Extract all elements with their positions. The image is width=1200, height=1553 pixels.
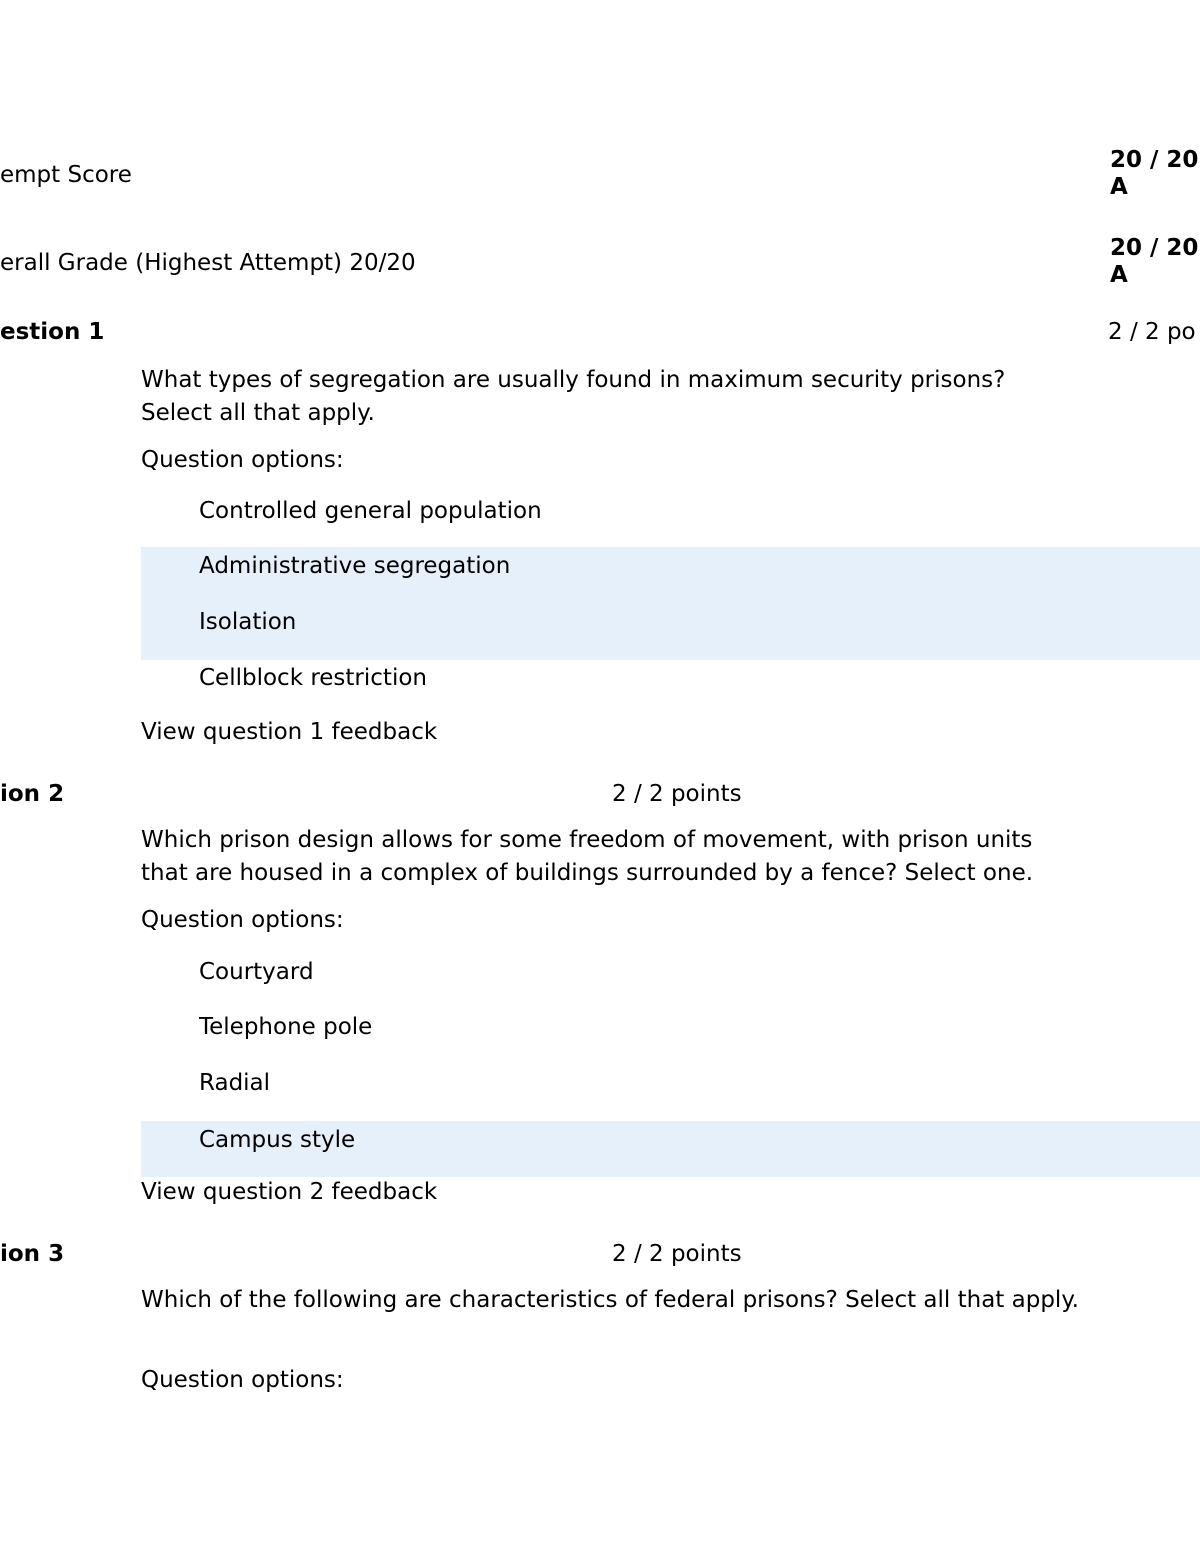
question-3-title: ion 3: [0, 1241, 65, 1267]
question-3-options-label: Question options:: [141, 1367, 344, 1393]
overall-grade-letter: A: [1110, 262, 1128, 289]
question-2-option-4: Campus style: [199, 1127, 356, 1153]
question-2-points: 2 / 2 points: [612, 781, 742, 807]
question-1-points: 2 / 2 po: [1108, 319, 1196, 345]
question-3-text: Which of the following are characteristics of federal prisons? Select all that apply.: [141, 1287, 1079, 1313]
overall-grade-value: [1110, 235, 1198, 289]
question-2-option-2: Telephone pole: [199, 1014, 373, 1040]
question-1-text: What types of segregation are usually found in maximum security prisons? Select all that apply.: [141, 367, 1006, 426]
overall-grade-points: 20 / 20: [1110, 235, 1199, 261]
question-2-title: ion 2: [0, 781, 65, 807]
question-2-option-3: Radial: [199, 1070, 271, 1096]
question-1-option-3: Isolation: [199, 609, 297, 635]
question-1-option-4: Cellblock restriction: [199, 665, 427, 691]
question-2-options-label: Question options:: [141, 907, 344, 933]
attempt-score-label: empt Score: [0, 162, 132, 188]
question-1-option-1: Controlled general population: [199, 498, 542, 524]
question-3-points: 2 / 2 points: [612, 1241, 742, 1267]
attempt-score-value: [1110, 147, 1198, 201]
question-2-option-1: Courtyard: [199, 959, 314, 985]
question-1-options-label: Question options:: [141, 447, 344, 473]
question-1-option-2: Administrative segregation: [199, 553, 511, 579]
question-1-title: estion 1: [0, 319, 105, 345]
question-1-feedback-link[interactable]: View question 1 feedback: [141, 719, 438, 745]
attempt-score-grade: A: [1110, 174, 1128, 201]
question-2-text: Which prison design allows for some freedom of movement, with prison units that are housed in a complex of buildings surrounded by a fence? Select one.: [141, 827, 1034, 886]
attempt-score-points: 20 / 20: [1110, 147, 1199, 173]
overall-grade-label: erall Grade (Highest Attempt) 20/20: [0, 250, 416, 276]
question-2-feedback-link[interactable]: View question 2 feedback: [141, 1179, 438, 1205]
